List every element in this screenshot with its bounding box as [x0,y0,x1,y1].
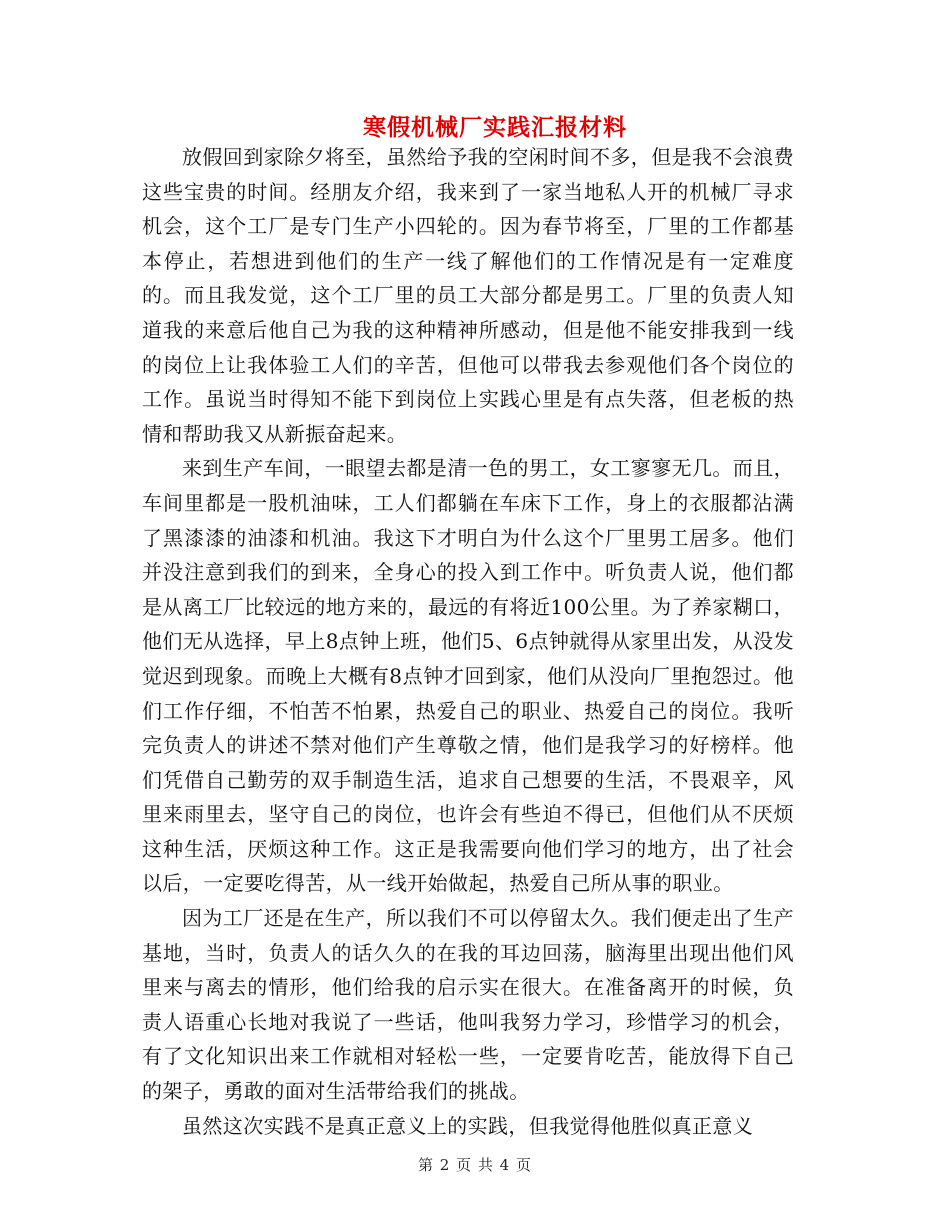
page-number-footer: 第 2 页 共 4 页 [418,1156,532,1174]
document-body [142,140,794,1143]
paragraph-2: 来到生产车间，一眼望去都是清一色的男工，女工寥寥无几。而且，车间里都是一股机油味，工人们都躺在车床下工作，身上的衣服都沾满了黑漆漆的油漆和机油。我这下才明白为什么这个厂里男工居多。他们并没注意到我们的到来，全身心的投入到工作中。听负责人说，他们都是从离工厂比较远的地方来的，最远的有将近100公里。为了养家糊口，他们无从选择，早上8点钟上班，他们5、6点钟就得从家里出发，从没发觉迟到现象。而晚上大概有8点钟才回到家，他们从没向厂里抱怨过。他们工作仔细，不怕苦不怕累，热爱自己的职业、热爱自己的岗位。我听完负责人的讲述不禁对他们产生尊敬之情，他们是我学习的好榜样。他们凭借自己勤劳的双手制造生活，追求自己想要的生活，不畏艰辛，风里来雨里去，坚守自己的岗位，也许会有些迫不得已，但他们从不厌烦这种生活，厌烦这种工作。这正是我需要向他们学习的地方，出了社会以后，一定要吃得苦，从一线开始做起，热爱自己所从事的职业。 [142,456,794,896]
document-title: 寒假机械厂实践汇报材料 [363,114,627,141]
paragraph-1: 放假回到家除夕将至，虽然给予我的空闲时间不多，但是我不会浪费这些宝贵的时间。经朋友介绍，我来到了一家当地私人开的机械厂寻求机会，这个工厂是专门生产小四轮的。因为春节将至，厂里的工作都基本停止，若想进到他们的生产一线了解他们的工作情况是有一定难度的。而且我发觉，这个工厂里的员工大部分都是男工。厂里的负责人知道我的来意后他自己为我的这种精神所感动，但是他不能安排我到一线的岗位上让我体验工人们的辛苦，但他可以带我去参观他们各个岗位的工作。虽说当时得知不能下到岗位上实践心里是有点失落，但老板的热情和帮助我又从新振奋起来。 [142,145,794,446]
paragraph-3: 因为工厂还是在生产，所以我们不可以停留太久。我们便走出了生产基地，当时，负责人的话久久的在我的耳边回荡，脑海里出现出他们风里来与离去的情形，他们给我的启示实在很大。在准备离开的时候，负责人语重心长地对我说了一些话，他叫我努力学习，珍惜学习的机会，有了文化知识出来工作就相对轻松一些，一定要肯吃苦，能放得下自己的架子，勇敢的面对生活带给我们的挑战。 [142,906,794,1104]
paragraph-4: 虽然这次实践不是真正意义上的实践，但我觉得他胜似真正意义 [182,1113,754,1138]
